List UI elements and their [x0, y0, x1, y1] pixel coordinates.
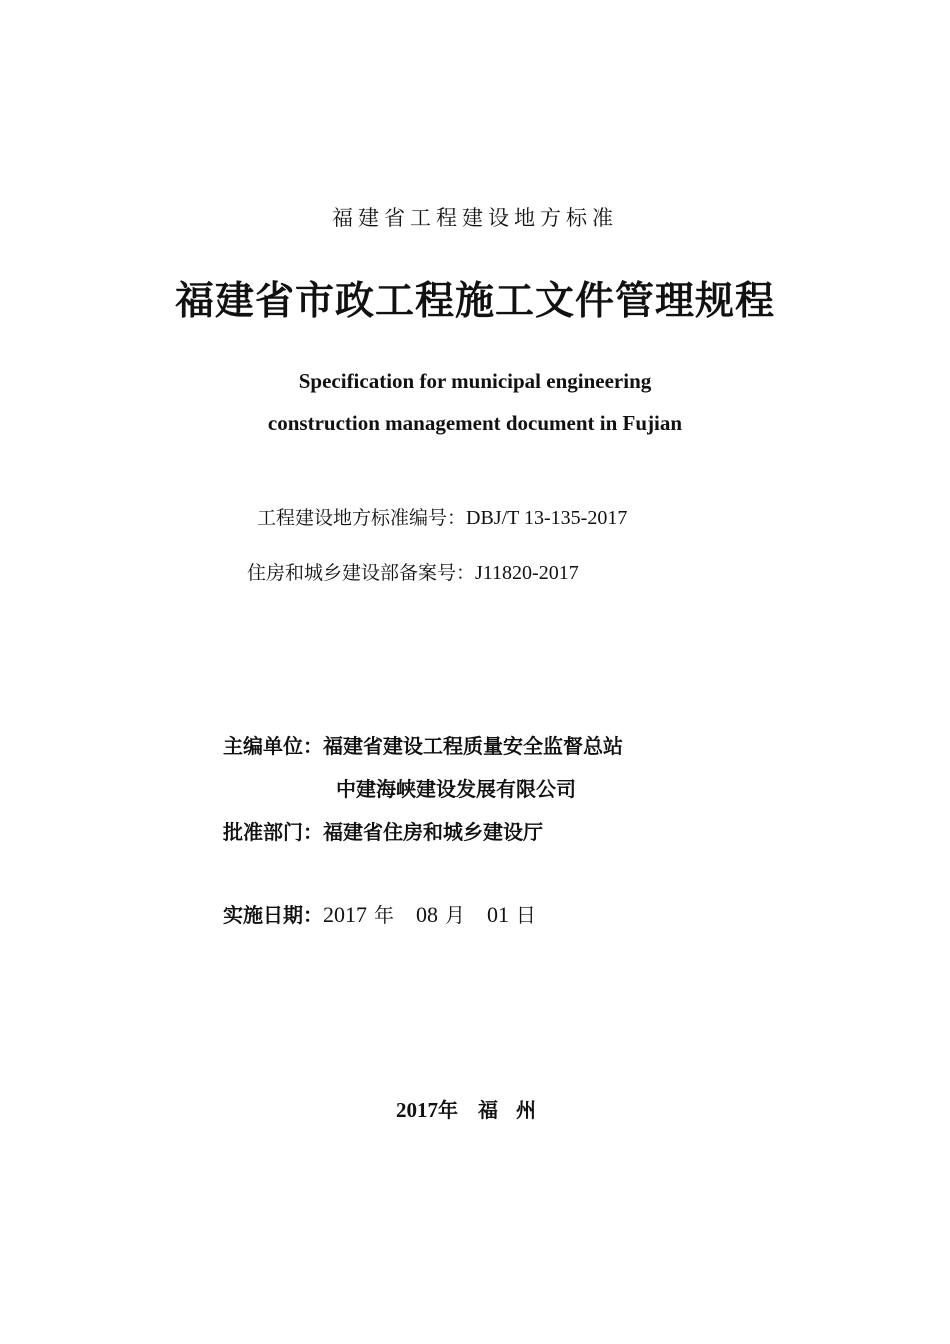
english-title-line-2: construction management document in Fujian — [267, 411, 683, 435]
publication-footer — [0, 1094, 950, 1123]
publication-year-unit: 年 — [438, 1098, 458, 1122]
approval-department-label: 批准部门： — [223, 820, 323, 844]
chief-editor-label: 主编单位： — [223, 734, 323, 758]
filing-number-label: 住房和城乡建设部备案号： — [247, 562, 476, 584]
publication-year: 2017 — [396, 1098, 438, 1122]
english-title-line-1: Specification for municipal engineering — [298, 369, 652, 393]
effective-date-label: 实施日期： — [223, 903, 323, 927]
effective-month: 08 — [415, 902, 438, 927]
chief-editor-unit-1: 福建省建设工程质量安全监督总站 — [323, 734, 623, 758]
publication-place: 福州 — [478, 1098, 554, 1122]
approval-department — [223, 816, 543, 845]
standard-series-label: 福建省工程建设地方标准 — [332, 206, 618, 230]
effective-year: 2017 — [323, 902, 367, 927]
document-title: 福建省市政工程施工文件管理规程 — [174, 279, 775, 324]
effective-day: 01 — [486, 902, 509, 927]
chief-editor-unit-2: 中建海峡建设发展有限公司 — [336, 777, 576, 801]
approval-department-value: 福建省住房和城乡建设厅 — [323, 820, 543, 844]
effective-month-unit: 月 — [444, 903, 465, 927]
filing-number-value: J11820-2017 — [475, 562, 579, 584]
local-standard-number-label: 工程建设地方标准编号： — [257, 507, 467, 529]
effective-day-unit: 日 — [515, 903, 536, 927]
chief-editor-unit — [223, 730, 623, 759]
local-standard-number — [257, 503, 627, 530]
local-standard-number-value: DBJ/T 13-135-2017 — [466, 507, 628, 529]
filing-number — [247, 558, 579, 585]
effective-year-unit: 年 — [373, 903, 394, 927]
effective-date — [223, 899, 536, 928]
